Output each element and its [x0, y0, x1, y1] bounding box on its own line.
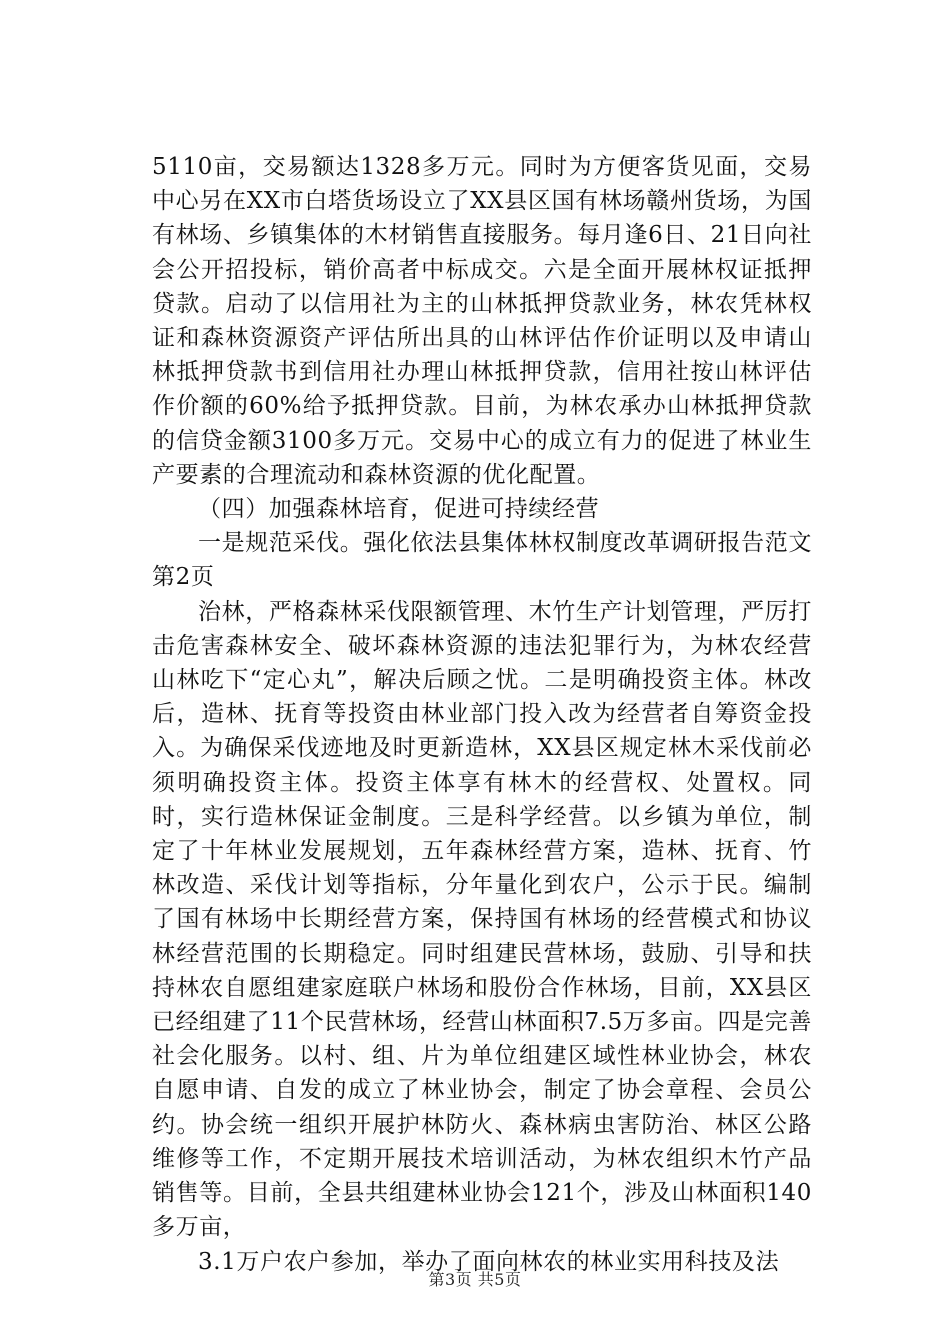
page-number-label: 第3页 共5页 [428, 1270, 522, 1289]
page-footer [0, 1267, 950, 1290]
body-paragraph-2: 一是规范采伐。强化依法县集体林权制度改革调研报告范文第2页 [152, 530, 812, 591]
document-body [152, 150, 812, 1279]
body-paragraph-1: 5110亩，交易额达1328多万元。同时为方便客货见面，交易中心另在XX市白塔货场设立了XX县区国有林场赣州货场，为国有林场、乡镇集体的木材销售直接服务。每月逢6日、21日向社会公开招投标，销价高者中标成交。六是全面开展林权证抵押贷款。启动了以信用社为主的山林抵押贷款业务，林农凭林权证和森林资源资产评估所出具的山林评估作价证明以及申请山林抵押贷款书到信用社办理山林抵押贷款，信用社按山林评估作价额的60%给予抵押贷款。目前，为林农承办山林抵押贷款的信贷金额3100多万元。交易中心的成立有力的促进了林业生产要素的合理流动和森林资源的优化配置。 [152, 154, 812, 488]
body-paragraph-3: 治林，严格森林采伐限额管理、木竹生产计划管理，严厉打击危害森林安全、破坏森林资源的违法犯罪行为，为林农经营山林吃下“定心丸”，解决后顾之忧。二是明确投资主体。林改后，造林、抚育等投资由林业部门投入改为经营者自筹资金投入。为确保采伐迹地及时更新造林，XX县区规定林木采伐前必须明确投资主体。投资主体享有林木的经营权、处置权。同时，实行造林保证金制度。三是科学经营。以乡镇为单位，制定了十年林业发展规划，五年森林经营方案，造林、抚育、竹林改造、采伐计划等指标，分年量化到农户，公示于民。编制了国有林场中长期经营方案，保持国有林场的经营模式和协议林经营范围的长期稳定。同时组建民营林场，鼓励、引导和扶持林农自愿组建家庭联户林场和股份合作林场，目前，XX县区已经组建了11个民营林场，经营山林面积7.5万多亩。四是完善社会化服务。以村、组、片为单位组建区域性林业协会，林农自愿申请、自发的成立了林业协会，制定了协会章程、会员公约。协会统一组织开展护林防火、森林病虫害防治、林区公路维修等工作，不定期开展技术培训活动，为林农组织木竹产品销售等。目前，全县共组建林业协会121个，涉及山林面积140多万亩， [152, 598, 812, 1241]
section-heading-4: （四）加强森林培育，促进可持续经营 [198, 496, 600, 523]
body-paragraph-4: 3.1万户农户参加，举办了面向林农的林业实用科技及法 [198, 1248, 780, 1275]
